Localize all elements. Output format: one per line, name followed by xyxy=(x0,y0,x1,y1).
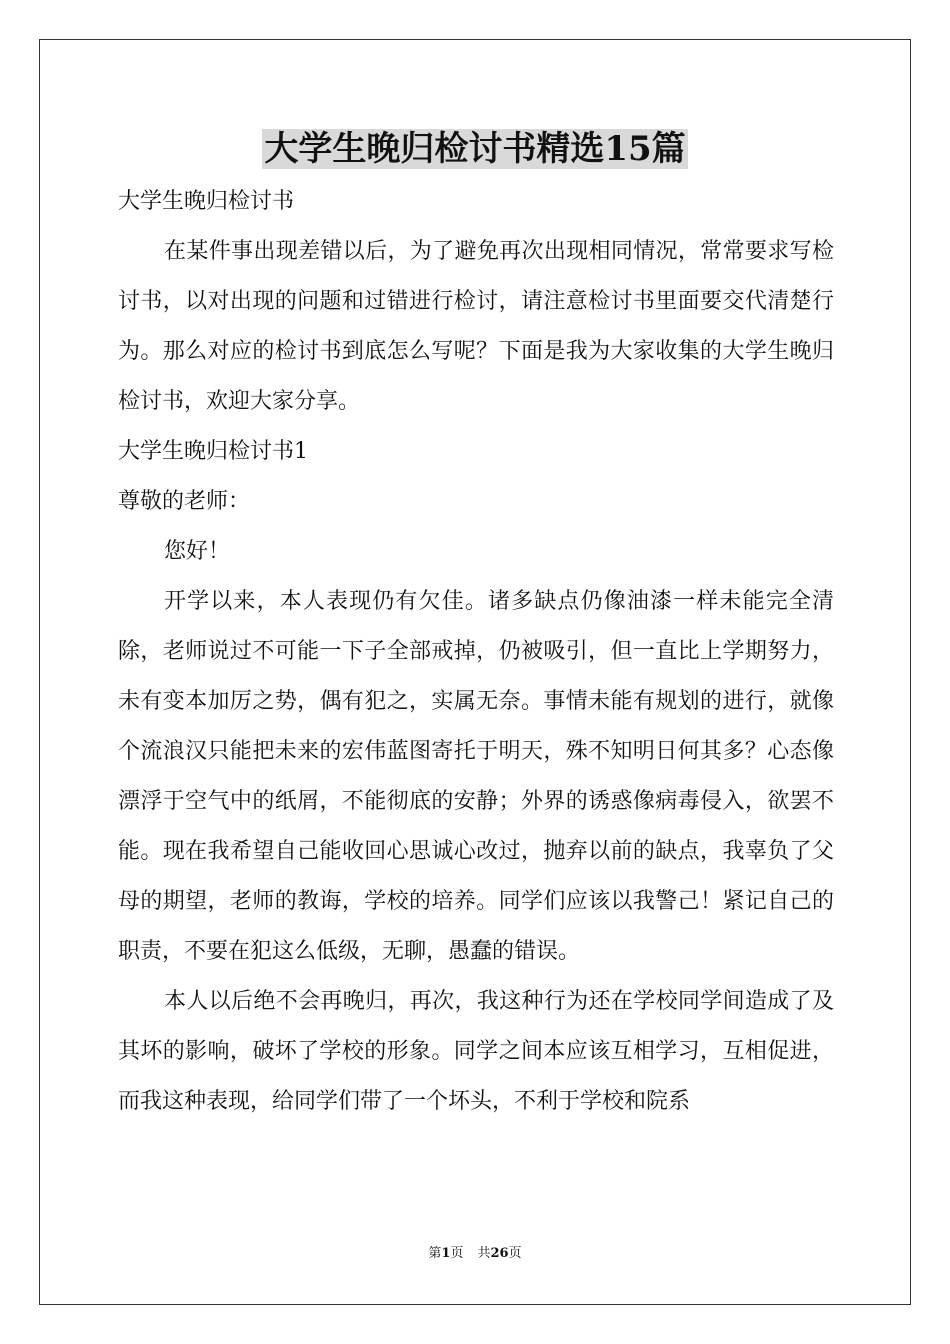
document-title: 大学生晚归检讨书精选15篇 xyxy=(264,129,686,169)
document-body xyxy=(118,177,834,1127)
paragraph: 大学生晚归检讨书 xyxy=(118,189,295,214)
paragraph: 本人以后绝不会再晚归，再次，我这种行为还在学校同学间造成了及其坏的影响，破坏了学校的形象。同学之间本应该互相学习，互相促进，而我这种表现，给同学们带了一个坏头，不利于学校和院系 xyxy=(118,989,834,1114)
page-footer xyxy=(0,1244,950,1264)
paragraph: 尊敬的老师： xyxy=(118,489,251,514)
paragraph: 大学生晚归检讨书1 xyxy=(118,439,308,464)
paragraph: 在某件事出现差错以后，为了避免再次出现相同情况，常常要求写检讨书，以对出现的问题和过错进行检讨，请注意检讨书里面要交代清楚行为。那么对应的检讨书到底怎么写呢？下面是我为大家收集的大学生晚归检讨书，欢迎大家分享。 xyxy=(118,239,834,414)
page-number: 第1页 xyxy=(428,1246,464,1261)
paragraph: 开学以来，本人表现仍有欠佳。诸多缺点仍像油漆一样未能完全清除，老师说过不可能一下子全部戒掉，仍被吸引，但一直比上学期努力，未有变本加厉之势，偶有犯之，实属无奈。事情未能有规划的进行，就像个流浪汉只能把未来的宏伟蓝图寄托于明天，殊不知明日何其多？心态像漂浮于空气中的纸屑，不能彻底的安静；外界的诱惑像病毒侵入，欲罢不能。现在我希望自己能收回心思诚心改过，抛弃以前的缺点，我辜负了父母的期望，老师的教诲，学校的培养。同学们应该以我警己！紧记自己的职责，不要在犯这么低级，无聊，愚蠢的错误。 xyxy=(118,589,834,964)
page-total: 共26页 xyxy=(477,1246,522,1261)
paragraph: 您好！ xyxy=(164,539,231,564)
